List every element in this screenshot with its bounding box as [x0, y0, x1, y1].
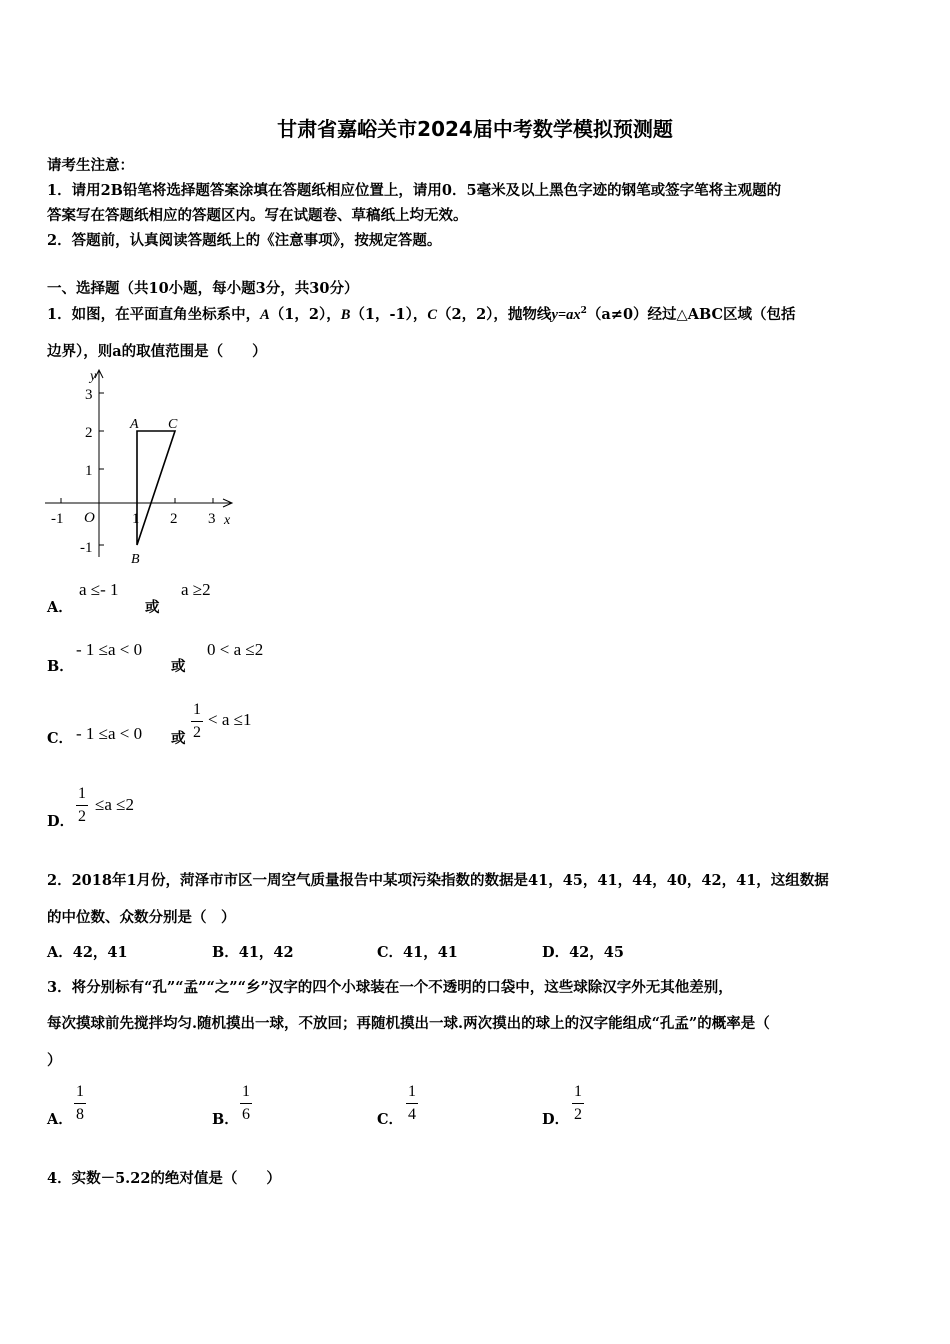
q1-option-c-or: 或 — [171, 730, 186, 747]
notice-line-2: 答案写在答题纸相应的答题区内。写在试题卷、草稿纸上均无效。 — [47, 207, 468, 224]
q1-text-intro: 1．如图，在平面直角坐标系中， — [47, 306, 261, 323]
triangle-abc — [137, 431, 175, 545]
q1-option-d-fraction — [76, 783, 88, 828]
q4-stem-line-1: 4．实数－5.22的绝对值是（ ） — [47, 1170, 281, 1187]
x-axis-label: x — [224, 513, 231, 528]
fraction-denominator: 8 — [74, 1103, 86, 1126]
q1-point-c: C — [427, 307, 437, 323]
q1-option-b-or: 或 — [171, 658, 186, 675]
q1-option-a-left: a ≤- 1 — [79, 580, 119, 599]
fraction-numerator: 1 — [193, 701, 201, 718]
notice-heading: 请考生注意： — [47, 157, 134, 174]
y-tick-label-neg1: -1 — [80, 540, 93, 556]
q1-coordinate-graph — [40, 362, 240, 572]
x-tick-label-3: 3 — [208, 511, 216, 527]
x-tick-label-2: 2 — [170, 511, 178, 527]
q1-stem-line-1 — [47, 303, 796, 324]
q3-stem-line-3: ） — [47, 1052, 62, 1069]
q1-option-b-label: B． — [47, 658, 74, 675]
q3-option-c-label: C． — [377, 1111, 404, 1128]
q1-option-a-or: 或 — [145, 599, 160, 616]
fraction-denominator: 6 — [240, 1103, 252, 1126]
q1-point-a: A — [260, 307, 270, 323]
q2-option-b: B．41，42 — [212, 944, 294, 961]
q2-option-c: C．41，41 — [377, 944, 458, 961]
q1-option-a-right: a ≥2 — [181, 580, 211, 599]
y-tick-label-2: 2 — [85, 425, 93, 441]
q1-condition: （a≠0）经过△ABC区域（包括 — [586, 306, 796, 323]
q1-option-a-label: A． — [47, 599, 73, 616]
fraction-numerator: 1 — [408, 1083, 416, 1100]
page-title: 甘肃省嘉峪关市2024届中考数学模拟预测题 — [277, 117, 673, 141]
fraction-numerator: 1 — [574, 1083, 582, 1100]
q2-stem-line-2: 的中位数、众数分别是（ ） — [47, 909, 236, 926]
y-tick-label-1: 1 — [85, 463, 93, 479]
notice-line-1: 1．请用2B铅笔将选择题答案涂填在答题纸相应位置上，请用0．5毫米及以上黑色字迹的钢笔或签字笔将主观题的 — [47, 182, 782, 199]
q1-coord-b: （1，-1）， — [350, 306, 428, 323]
origin-label: O — [84, 510, 95, 526]
q1-option-d-label: D． — [47, 813, 75, 830]
fraction-numerator: 1 — [242, 1083, 250, 1100]
q3-option-a-fraction — [74, 1081, 86, 1126]
q3-option-d-fraction — [572, 1081, 584, 1126]
q1-stem-line-2: 边界），则a的取值范围是（ ） — [47, 343, 267, 360]
q2-stem-line-1: 2．2018年1月份，菏泽市市区一周空气质量报告中某项污染指数的数据是41，45，41，44，40，42，41，这组数据 — [47, 872, 829, 889]
section-heading: 一、选择题（共10小题，每小题3分，共30分） — [47, 280, 359, 297]
y-tick-label-3: 3 — [85, 387, 93, 403]
q3-option-b-fraction — [240, 1081, 252, 1126]
point-c-label: C — [168, 417, 178, 432]
q1-option-b-left: - 1 ≤a < 0 — [76, 640, 143, 659]
q3-stem-line-1: 3．将分别标有“孔”“孟”“之”“乡”汉字的四个小球装在一个不透明的口袋中，这些球除汉字外无其他差别， — [47, 979, 733, 996]
fraction-numerator: 1 — [78, 785, 86, 802]
q1-option-c-left: - 1 ≤a < 0 — [76, 724, 143, 743]
q1-option-c-right: < a ≤1 — [208, 710, 252, 729]
fraction-denominator: 4 — [406, 1103, 418, 1126]
q3-option-c-fraction — [406, 1081, 418, 1126]
q1-parabola: y=ax — [551, 307, 581, 323]
q3-stem-line-2: 每次摸球前先搅拌均匀.随机摸出一球，不放回；再随机摸出一球.两次摸出的球上的汉字能组成“孔孟”的概率是（ — [47, 1015, 770, 1032]
fraction-numerator: 1 — [76, 1083, 84, 1100]
q1-exponent: 2 — [580, 306, 587, 317]
fraction-denominator: 2 — [572, 1103, 584, 1126]
q1-option-d-right: ≤a ≤2 — [95, 795, 134, 814]
q3-option-a-label: A． — [47, 1111, 73, 1128]
q1-option-c-label: C． — [47, 730, 74, 747]
q1-coord-c: （2，2），抛物线 — [437, 306, 552, 323]
fraction-denominator: 2 — [191, 721, 203, 744]
x-tick-label-1: 1 — [132, 511, 140, 527]
y-axis-label: y — [90, 369, 97, 384]
q3-option-b-label: B． — [212, 1111, 239, 1128]
point-a-label: A — [130, 417, 139, 432]
fraction-denominator: 2 — [76, 805, 88, 828]
q1-option-b-right: 0 < a ≤2 — [207, 640, 264, 659]
q1-option-c-fraction — [191, 699, 203, 744]
q1-point-b: B — [340, 307, 351, 323]
q2-option-a: A．42，41 — [47, 944, 128, 961]
x-tick-label-neg1: -1 — [51, 511, 64, 527]
notice-line-3: 2．答题前，认真阅读答题纸上的《注意事项》，按规定答题。 — [47, 232, 442, 249]
point-b-label: B — [131, 552, 140, 567]
q3-option-d-label: D． — [542, 1111, 570, 1128]
q2-option-d: D．42，45 — [542, 944, 624, 961]
q1-coord-a: （1，2）， — [269, 306, 341, 323]
